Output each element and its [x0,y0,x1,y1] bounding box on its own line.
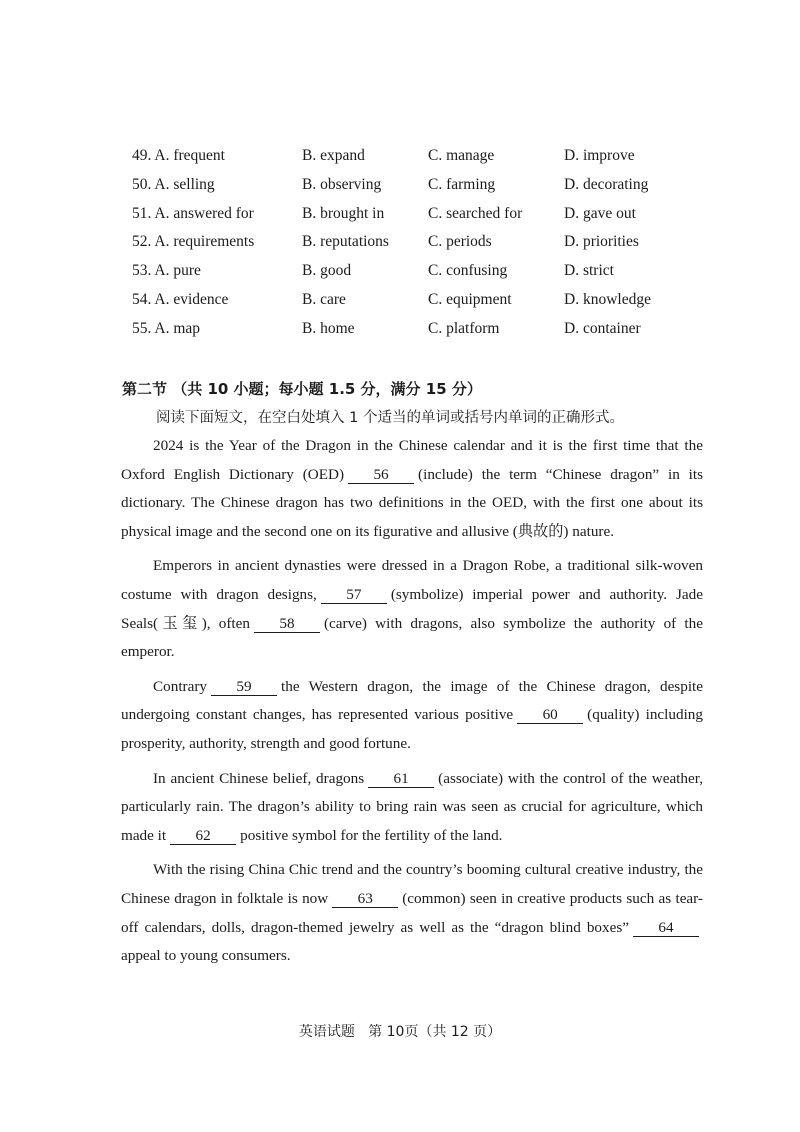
blank-62: 62 [170,828,236,845]
passage-paragraph [121,765,703,851]
passage-text: Emperors in ancient dynasties were dressed in a Dragon Robe, a traditional silk-woven costume with dragon designs, [121,557,703,603]
option-a: 55. A. map [132,319,201,337]
passage-text: (common) seen in creative products such as tear-off calendars, dolls, dragon-themed jewelry as well as the “dragon blind boxes” [121,889,703,936]
option-a: 54. A. evidence [132,290,229,308]
option-d: D. knowledge [564,290,651,308]
option-c: C. manage [428,147,495,164]
option-c: C. searched for [428,204,523,222]
passage-text: With the rising China Chic trend and the country’s booming cultural creative industry, the Chinese dragon in folktale is now [121,861,703,907]
blank-63: 63 [332,891,398,908]
page-footer: 英语试题 第 10页（共 12 页） [298,1024,502,1040]
passage-text: the Western dragon, the image of the Chinese dragon, despite undergoing constant changes, has represented various positive [121,677,703,724]
option-row-53 [132,261,692,290]
option-d: D. decorating [564,175,649,193]
blank-57: 57 [321,587,387,604]
option-c: C. equipment [428,290,512,308]
option-row-52 [132,232,692,261]
option-b: B. expand [302,147,365,164]
option-row-55 [132,319,692,348]
option-a: 49. A. frequent [132,147,225,164]
option-row-51 [132,204,692,233]
passage-text: positive symbol for the fertility of the land. [240,826,503,844]
option-d: D. container [564,319,641,337]
passage-paragraph [121,432,703,546]
option-c: C. farming [428,175,496,193]
section-instruction: 阅读下面短文，在空白处填入 1 个适当的单词或括号内单词的正确形式。 [156,410,624,426]
section-heading: 第二节 （共 10 小题；每小题 1.5 分，满分 15 分） [122,380,482,398]
option-b: B. reputations [302,233,389,251]
option-d: D. gave out [564,204,636,222]
passage-text: (associate) with the control of the weather, particularly rain. The dragon’s ability to bring rain was seen as crucial for agriculture, which made it [121,769,703,844]
option-row-54 [132,290,692,319]
passage-text: Contrary [153,677,207,695]
passage-text: (symbolize) imperial power and authority. Jade Seals(玉玺), often [121,585,703,632]
option-row-49 [132,146,692,175]
passage-text: In ancient Chinese belief, dragons [153,769,365,787]
blank-60: 60 [517,707,583,724]
blank-56: 56 [348,467,414,484]
option-b: B. observing [302,175,382,193]
passage-paragraph [121,552,703,666]
option-d: D. strict [564,262,614,280]
option-a: 50. A. selling [132,175,215,193]
option-b: B. care [302,290,346,308]
option-a: 53. A. pure [132,262,201,280]
passage-paragraph [121,673,703,759]
blank-64: 64 [633,920,699,937]
option-b: B. brought in [302,204,385,222]
option-a: 51. A. answered for [132,204,254,222]
option-b: B. good [302,262,352,280]
passage-text: appeal to young consumers. [121,947,291,965]
passage-text: 2024 is the Year of the Dragon in the Chinese calendar and it is the first time that the Oxford English Dictionary (OED) [121,437,703,483]
blank-61: 61 [368,771,434,788]
option-a: 52. A. requirements [132,233,255,251]
option-c: C. periods [428,233,492,251]
blank-59: 59 [211,679,277,696]
option-b: B. home [302,319,355,337]
option-row-50 [132,175,692,204]
option-c: C. confusing [428,262,508,280]
answer-options-table [132,146,692,348]
passage [121,432,703,977]
option-d: D. improve [564,147,635,164]
option-c: C. platform [428,319,500,337]
passage-text: (include) the term “Chinese dragon” in its dictionary. The Chinese dragon has two definitions in the OED, with the first one about its physical image and the second one on its figurative and allusive (典故的) nature. [121,465,703,540]
blank-58: 58 [254,616,320,633]
passage-paragraph [121,856,703,970]
passage-text: (quality) including prosperity, authority, strength and good fortune. [121,706,703,752]
option-d: D. priorities [564,233,639,251]
passage-text: (carve) with dragons, also symbolize the authority of the emperor. [121,614,703,661]
